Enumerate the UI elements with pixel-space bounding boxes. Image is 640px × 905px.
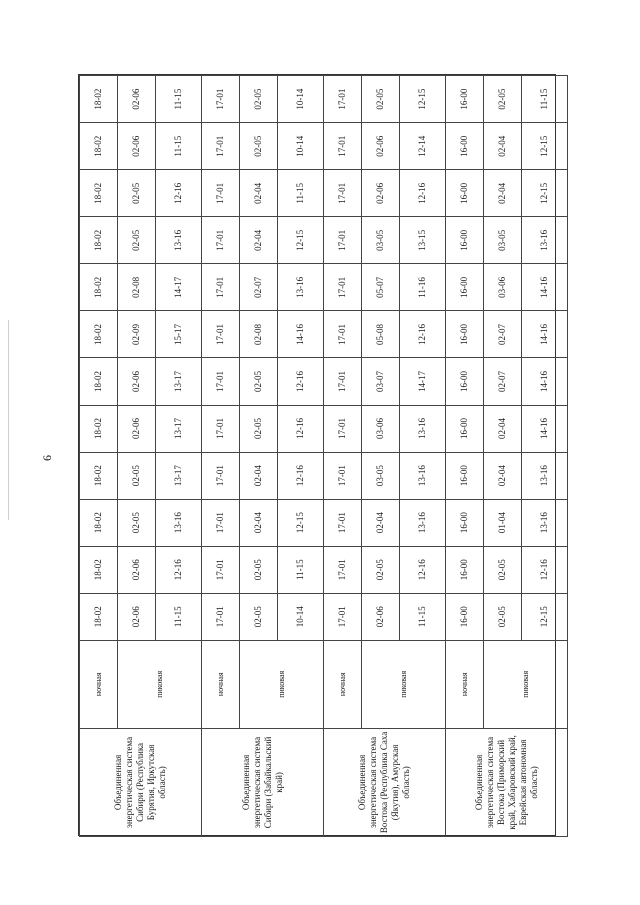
hour-range-cell: 16-00 — [446, 405, 484, 452]
hour-range-cell: 12-15 — [400, 76, 446, 123]
period-label: пиковая — [484, 640, 568, 728]
hour-range-cell: 02-06 — [118, 546, 156, 593]
hour-range-cell: 13-17 — [156, 358, 202, 405]
period-label: ночная — [324, 640, 362, 728]
hour-range-cell: 02-07 — [240, 264, 278, 311]
hour-range-cell: 17-01 — [202, 546, 240, 593]
hour-range-cell: 03-05 — [362, 217, 400, 264]
hour-range-cell: 12-16 — [278, 405, 324, 452]
hour-range-cell: 12-16 — [278, 358, 324, 405]
table-row — [118, 76, 156, 837]
hour-range-cell: 17-01 — [202, 217, 240, 264]
hour-range-cell: 12-16 — [400, 311, 446, 358]
hour-range-cell: 14-17 — [156, 264, 202, 311]
hour-range-cell: 10-14 — [278, 123, 324, 170]
hour-range-cell: 02-04 — [484, 452, 522, 499]
hour-range-cell: 02-05 — [484, 593, 522, 640]
hour-range-cell: 12-16 — [156, 546, 202, 593]
region-name: Объединенная энергетическая система Востока (Республика Саха (Якутия), Амурская область) — [324, 728, 446, 836]
hour-range-cell: 16-00 — [446, 499, 484, 546]
hour-range-cell: 13-16 — [278, 264, 324, 311]
hour-range-cell: 18-02 — [80, 123, 118, 170]
hour-range-cell: 14-16 — [522, 405, 568, 452]
hour-range-cell: 16-00 — [446, 452, 484, 499]
hour-range-cell: 03-05 — [484, 217, 522, 264]
hour-range-cell: 11-15 — [278, 170, 324, 217]
hour-range-cell: 15-17 — [156, 311, 202, 358]
hour-range-cell: 13-16 — [400, 452, 446, 499]
hour-range-cell: 02-05 — [118, 499, 156, 546]
hour-range-cell: 18-02 — [80, 170, 118, 217]
hour-range-cell: 17-01 — [324, 546, 362, 593]
table-row — [362, 76, 400, 837]
hour-range-cell: 02-06 — [118, 405, 156, 452]
hour-range-cell: 14-16 — [522, 311, 568, 358]
hour-range-cell: 12-15 — [522, 170, 568, 217]
scan-edge-line — [8, 320, 9, 520]
hour-range-cell: 18-02 — [80, 499, 118, 546]
hour-range-cell: 02-06 — [362, 593, 400, 640]
hour-range-cell: 03-05 — [362, 452, 400, 499]
hour-range-cell: 02-04 — [484, 405, 522, 452]
hour-range-cell: 17-01 — [324, 452, 362, 499]
hour-range-cell: 02-05 — [484, 546, 522, 593]
hour-range-cell: 02-04 — [362, 499, 400, 546]
hour-range-cell: 02-05 — [240, 76, 278, 123]
hour-range-cell: 02-04 — [484, 123, 522, 170]
hour-range-cell: 13-16 — [156, 217, 202, 264]
hour-range-cell: 02-05 — [362, 76, 400, 123]
hour-range-cell: 17-01 — [202, 123, 240, 170]
hour-range-cell: 10-14 — [278, 593, 324, 640]
hour-range-cell: 17-01 — [202, 499, 240, 546]
schedule-table-frame — [78, 74, 556, 836]
hour-range-cell: 02-04 — [240, 499, 278, 546]
hour-range-cell: 13-16 — [400, 405, 446, 452]
table-row — [202, 76, 240, 837]
hour-range-cell: 02-04 — [240, 217, 278, 264]
hour-range-cell: 18-02 — [80, 593, 118, 640]
hour-range-cell: 02-04 — [484, 170, 522, 217]
hour-range-cell: 16-00 — [446, 170, 484, 217]
hour-range-cell: 02-06 — [118, 358, 156, 405]
hour-range-cell: 11-15 — [278, 546, 324, 593]
hour-range-cell: 13-16 — [522, 452, 568, 499]
hour-range-cell: 02-05 — [362, 546, 400, 593]
hour-range-cell: 02-08 — [240, 311, 278, 358]
hour-range-cell: 17-01 — [202, 311, 240, 358]
page-number: 6 — [40, 455, 54, 461]
hour-range-cell: 11-15 — [156, 123, 202, 170]
region-name: Объединенная энергетическая система Сибири (Забайкальский край) — [202, 728, 324, 836]
hour-range-cell: 16-00 — [446, 217, 484, 264]
table-row — [80, 76, 118, 837]
hour-range-cell: 02-06 — [118, 76, 156, 123]
hour-range-cell: 02-05 — [118, 217, 156, 264]
hour-range-cell: 02-05 — [240, 546, 278, 593]
hour-range-cell: 18-02 — [80, 358, 118, 405]
hour-range-cell: 12-15 — [278, 217, 324, 264]
hour-range-cell: 12-16 — [522, 546, 568, 593]
hour-range-cell: 16-00 — [446, 76, 484, 123]
hour-range-cell: 02-05 — [240, 358, 278, 405]
peak-hours-table — [79, 75, 568, 837]
hour-range-cell: 02-04 — [240, 170, 278, 217]
hour-range-cell: 05-07 — [362, 264, 400, 311]
period-label: пиковая — [362, 640, 446, 728]
region-name: Объединенная энергетическая система Востока (Приморский край, Хабаровский край, Еврейская автономная область) — [446, 728, 568, 836]
hour-range-cell: 02-07 — [484, 358, 522, 405]
period-label: пиковая — [240, 640, 324, 728]
hour-range-cell: 17-01 — [324, 405, 362, 452]
hour-range-cell: 02-06 — [118, 593, 156, 640]
region-name: Объединенная энергетическая система Сибири (Республика Бурятия, Иркутская область) — [80, 728, 202, 836]
hour-range-cell: 17-01 — [324, 123, 362, 170]
hour-range-cell: 17-01 — [324, 217, 362, 264]
hour-range-cell: 02-05 — [118, 170, 156, 217]
hour-range-cell: 18-02 — [80, 405, 118, 452]
hour-range-cell: 18-02 — [80, 76, 118, 123]
period-label: ночная — [446, 640, 484, 728]
hour-range-cell: 02-05 — [240, 405, 278, 452]
hour-range-cell: 02-04 — [240, 452, 278, 499]
hour-range-cell: 17-01 — [324, 358, 362, 405]
hour-range-cell: 02-05 — [484, 76, 522, 123]
hour-range-cell: 16-00 — [446, 593, 484, 640]
hour-range-cell: 12-15 — [522, 593, 568, 640]
hour-range-cell: 17-01 — [324, 170, 362, 217]
hour-range-cell: 17-01 — [324, 264, 362, 311]
hour-range-cell: 17-01 — [324, 311, 362, 358]
hour-range-cell: 13-16 — [522, 217, 568, 264]
hour-range-cell: 12-14 — [400, 123, 446, 170]
hour-range-cell: 13-16 — [156, 499, 202, 546]
hour-range-cell: 16-00 — [446, 358, 484, 405]
hour-range-cell: 18-02 — [80, 452, 118, 499]
hour-range-cell: 12-16 — [278, 452, 324, 499]
hour-range-cell: 17-01 — [324, 499, 362, 546]
hour-range-cell: 17-01 — [202, 452, 240, 499]
table-row — [324, 76, 362, 837]
hour-range-cell: 02-06 — [362, 170, 400, 217]
hour-range-cell: 13-17 — [156, 452, 202, 499]
hour-range-cell: 16-00 — [446, 123, 484, 170]
hour-range-cell: 03-06 — [362, 405, 400, 452]
hour-range-cell: 12-16 — [156, 170, 202, 217]
hour-range-cell: 11-15 — [156, 76, 202, 123]
table-row — [446, 76, 484, 837]
hour-range-cell: 02-06 — [362, 123, 400, 170]
rotated-table — [79, 75, 557, 837]
hour-range-cell: 13-15 — [400, 217, 446, 264]
hour-range-cell: 14-16 — [522, 264, 568, 311]
hour-range-cell: 14-16 — [522, 358, 568, 405]
hour-range-cell: 11-15 — [522, 76, 568, 123]
hour-range-cell: 02-05 — [118, 452, 156, 499]
hour-range-cell: 02-06 — [118, 123, 156, 170]
table-row — [240, 76, 278, 837]
hour-range-cell: 17-01 — [324, 593, 362, 640]
hour-range-cell: 16-00 — [446, 264, 484, 311]
hour-range-cell: 11-15 — [156, 593, 202, 640]
hour-range-cell: 17-01 — [324, 76, 362, 123]
hour-range-cell: 14-16 — [278, 311, 324, 358]
hour-range-cell: 03-07 — [362, 358, 400, 405]
hour-range-cell: 02-09 — [118, 311, 156, 358]
table-row — [484, 76, 522, 837]
period-label: пиковая — [118, 640, 202, 728]
hour-range-cell: 16-00 — [446, 311, 484, 358]
hour-range-cell: 18-02 — [80, 546, 118, 593]
hour-range-cell: 12-16 — [400, 546, 446, 593]
hour-range-cell: 17-01 — [202, 593, 240, 640]
hour-range-cell: 17-01 — [202, 358, 240, 405]
hour-range-cell: 13-16 — [400, 499, 446, 546]
hour-range-cell: 05-08 — [362, 311, 400, 358]
period-label: ночная — [202, 640, 240, 728]
hour-range-cell: 18-02 — [80, 264, 118, 311]
hour-range-cell: 12-16 — [400, 170, 446, 217]
hour-range-cell: 12-15 — [522, 123, 568, 170]
hour-range-cell: 02-05 — [240, 593, 278, 640]
hour-range-cell: 18-02 — [80, 311, 118, 358]
hour-range-cell: 13-17 — [156, 405, 202, 452]
hour-range-cell: 18-02 — [80, 217, 118, 264]
hour-range-cell: 02-05 — [240, 123, 278, 170]
hour-range-cell: 10-14 — [278, 76, 324, 123]
hour-range-cell: 17-01 — [202, 76, 240, 123]
hour-range-cell: 11-16 — [400, 264, 446, 311]
hour-range-cell: 01-04 — [484, 499, 522, 546]
hour-range-cell: 03-06 — [484, 264, 522, 311]
hour-range-cell: 02-07 — [484, 311, 522, 358]
hour-range-cell: 17-01 — [202, 264, 240, 311]
hour-range-cell: 16-00 — [446, 546, 484, 593]
hour-range-cell: 02-08 — [118, 264, 156, 311]
hour-range-cell: 13-16 — [522, 499, 568, 546]
hour-range-cell: 11-15 — [400, 593, 446, 640]
hour-range-cell: 12-15 — [278, 499, 324, 546]
hour-range-cell: 17-01 — [202, 405, 240, 452]
hour-range-cell: 17-01 — [202, 170, 240, 217]
period-label: ночная — [80, 640, 118, 728]
hour-range-cell: 14-17 — [400, 358, 446, 405]
